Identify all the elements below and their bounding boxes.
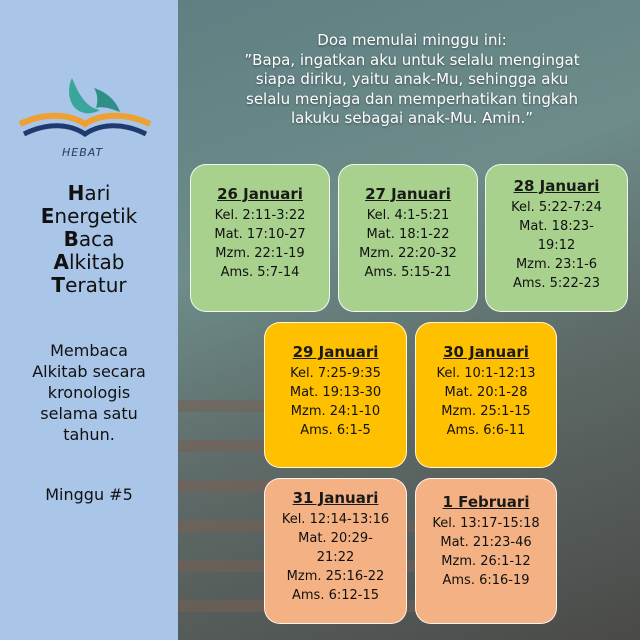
day-date: 31 Januari xyxy=(292,489,379,507)
acrostic-line: Hari xyxy=(67,181,111,205)
day-card xyxy=(415,478,557,624)
week-label: Minggu #5 xyxy=(45,485,133,504)
reading: Ams. 5:15-21 xyxy=(364,265,452,280)
prayer-line: siapa diriku, yaitu anak-Mu, sehingga aku xyxy=(255,70,569,88)
reading: Mzm. 23:1-6 xyxy=(515,257,598,272)
day-card xyxy=(190,164,330,312)
prayer-line: ”Bapa, ingatkan aku untuk selalu mengingat xyxy=(244,50,580,69)
logo-text: HEBAT xyxy=(62,146,104,159)
reading: Mzm. 24:1-10 xyxy=(290,404,381,419)
reading: Kel. 4:1-5:21 xyxy=(366,208,450,223)
reading: Kel. 10:1-12:13 xyxy=(436,366,536,381)
reading: Mat. 17:10-27 xyxy=(214,227,306,242)
sidebar xyxy=(0,0,178,640)
reading: Ams. 6:1-5 xyxy=(300,423,371,438)
reading: Mzm. 25:16-22 xyxy=(286,569,385,584)
reading: Mzm. 22:20-32 xyxy=(359,246,457,261)
reading: Ams. 5:22-23 xyxy=(512,276,601,291)
day-date: 27 Januari xyxy=(365,185,451,203)
reading: Mzm. 22:1-19 xyxy=(215,246,305,261)
acrostic-title xyxy=(0,182,178,297)
day-date: 1 Februari xyxy=(442,493,530,511)
acrostic-line: Energetik xyxy=(40,204,138,228)
plan-description: Membaca Alkitab secara kronologis selama satu tahun. xyxy=(32,341,146,444)
reading: Mzm. 25:1-15 xyxy=(441,404,531,419)
day-card xyxy=(264,322,407,468)
reading: Mat. 19:13-30 xyxy=(289,385,382,400)
reading: Ams. 6:16-19 xyxy=(442,573,530,588)
day-date: 30 Januari xyxy=(443,343,529,361)
reading: Kel. 13:17-15:18 xyxy=(432,516,540,531)
reading: Kel. 7:25-9:35 xyxy=(290,366,381,381)
acrostic-line: Teratur xyxy=(51,273,127,297)
reading: Ams. 6:12-15 xyxy=(291,588,380,603)
day-card xyxy=(485,164,628,312)
reading: 19:12 xyxy=(537,238,576,253)
reading: Ams. 5:7-14 xyxy=(220,265,300,280)
open-book-dove-logo-icon xyxy=(10,68,160,158)
reading: Kel. 12:14-13:16 xyxy=(281,512,390,527)
reading: Ams. 6:6-11 xyxy=(446,423,526,438)
reading: Mzm. 26:1-12 xyxy=(441,554,531,569)
stairs-decoration xyxy=(178,380,640,640)
acrostic-line: Alkitab xyxy=(53,250,125,274)
reading: Mat. 20:29- xyxy=(298,531,373,546)
reading: Mat. 21:23-46 xyxy=(440,535,532,550)
day-card xyxy=(338,164,478,312)
reading: Kel. 5:22-7:24 xyxy=(511,200,602,215)
prayer-line: selalu menjaga dan memperhatikan tingkah xyxy=(246,89,578,108)
weekly-prayer xyxy=(194,31,630,129)
reading: Mat. 18:1-22 xyxy=(366,227,450,242)
reading: Kel. 2:11-3:22 xyxy=(214,208,306,223)
day-date: 26 Januari xyxy=(217,185,303,203)
day-card xyxy=(415,322,557,468)
prayer-heading: Doa memulai minggu ini: xyxy=(317,31,507,49)
acrostic-line: Baca xyxy=(63,227,115,251)
day-date: 29 Januari xyxy=(292,343,379,361)
day-date: 28 Januari xyxy=(513,177,600,195)
day-card xyxy=(264,478,407,624)
prayer-line: lakuku sebagai anak-Mu. Amin.” xyxy=(290,109,534,127)
reading: Mat. 18:23- xyxy=(519,219,594,234)
reading: Mat. 20:1-28 xyxy=(444,385,528,400)
reading: 21:22 xyxy=(316,550,355,565)
